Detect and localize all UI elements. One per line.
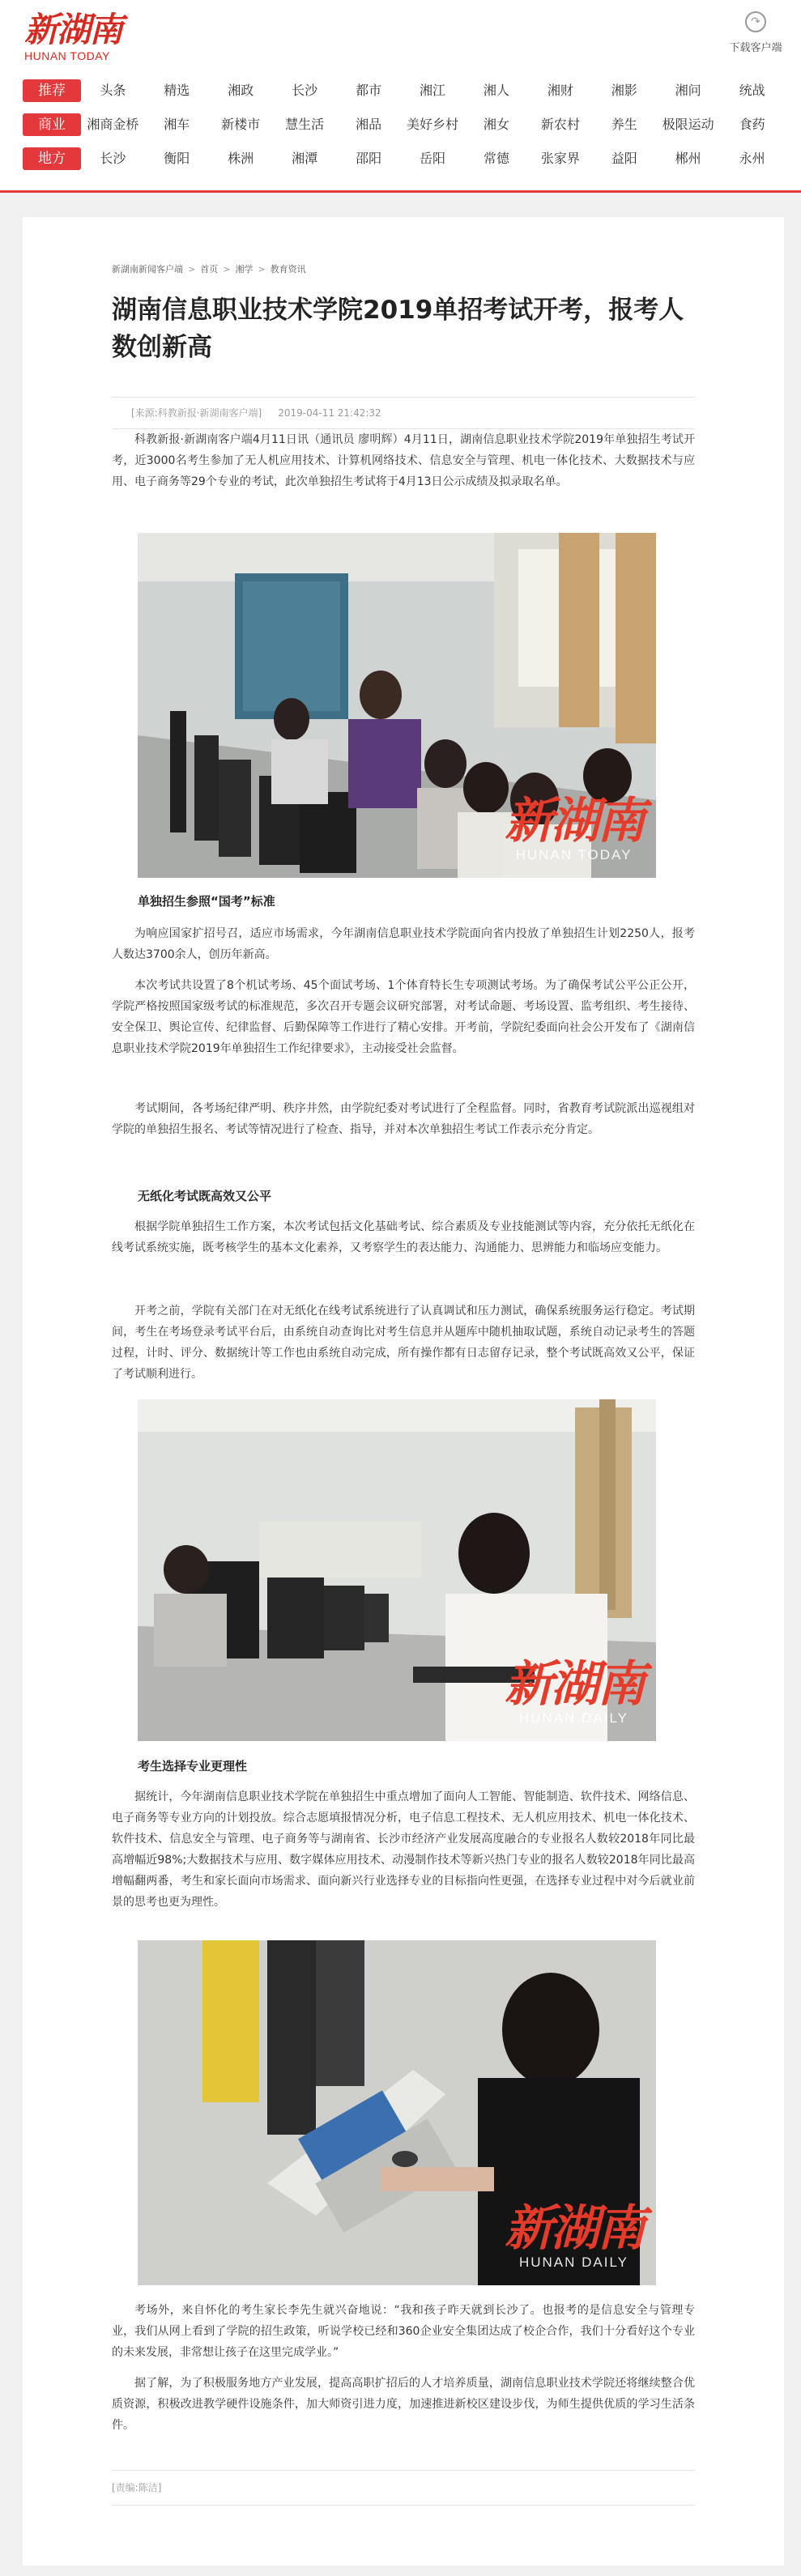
article-photo <box>138 1940 656 2285</box>
article-photo <box>138 533 656 878</box>
nav-item[interactable]: 湘政 <box>228 83 254 98</box>
nav-item[interactable]: 慧生活 <box>285 117 325 132</box>
article-time: 2019-04-11 21:42:32 <box>278 407 381 419</box>
nav-item[interactable]: 岳阳 <box>419 151 445 166</box>
article-subheading: 无纸化考试既高效又公平 <box>138 1189 272 1203</box>
article-source: [来源:科教新报·新湖南客户端] <box>131 407 262 419</box>
article-subheading: 单独招生参照“国考”标准 <box>138 894 275 909</box>
nav-row-recommend <box>23 78 784 104</box>
nav-item[interactable]: 湘江 <box>419 83 445 98</box>
nav-item[interactable]: 精选 <box>164 83 190 98</box>
nav-item[interactable]: 头条 <box>100 83 126 98</box>
article-subheading: 考生选择专业更理性 <box>138 1759 248 1773</box>
nav-item[interactable]: 新农村 <box>540 117 580 132</box>
watermark-text-cn: 新湖南 <box>505 793 643 849</box>
logo-text-en: HUNAN TODAY <box>24 49 110 62</box>
nav-item[interactable]: 湘女 <box>483 117 509 132</box>
nav-item[interactable]: 永州 <box>739 151 765 166</box>
article-paragraph: 据统计，今年湖南信息职业技术学院在单独招生中重点增加了面向人工智能、智能制造、软件技术、网络信息、电子商务等专业方向的计划投放。综合志愿填报情况分析，电子信息工程技术、无人机应用技术、机电一体化技术、软件技术、信息安全与管理、电子商务等与湖南省、长沙市经济产业发展高度融合的专业报名人数较2018年同比最高增幅近98%;大数据技术与应用、数字媒体应用技术、动漫制作技术等新兴热门专业的报名人数较2018年同比最高增幅翻两番，考生和家长面向市场需求、面向新兴行业选择专业的目标指向性更强，在选择专业过程中对今后就业前景的思考也更为理性。 <box>112 1790 695 1909</box>
article-paragraph: 考试期间，各考场纪律严明、秩序井然，由学院纪委对考试进行了全程监督。同时，省教育考试院派出巡视组对学院的单独招生报名、考试等情况进行了检查、指导，并对本次单独招生考试工作表示充分肯定。 <box>112 1102 695 1136</box>
article-photo <box>138 1399 656 1741</box>
article-paragraph: 本次考试共设置了8个机试考场、45个面试考场、1个体育特长生专项测试考场。为了确保考试公平公正公开，学院严格按照国家级考试的标准规范，多次召开专题会议研究部署，对考试命题、考场设置、监考组织、考生接待、安全保卫、舆论宣传、纪律监督、后勤保障等工作进行了精心安排。开考前，学院纪委面向社会公开发布了《湖南信息职业技术学院2019年单独招生工作纪律要求》，主动接受社会监督。 <box>112 979 695 1055</box>
nav-item[interactable]: 都市 <box>356 83 382 98</box>
photo-watermark <box>505 2200 643 2271</box>
watermark-text-cn: 新湖南 <box>505 1656 643 1713</box>
nav-item[interactable]: 益阳 <box>611 151 637 166</box>
nav-item[interactable]: 湘商金桥 <box>87 117 139 132</box>
download-label: 下载客户端 <box>729 42 782 54</box>
breadcrumb-link[interactable]: 教育资讯 <box>270 264 306 275</box>
article-paragraph: 科教新报·新湖南客户端4月11日讯（通讯员 廖明辉）4月11日，湖南信息职业技术学院2019年单独招生考试开考，近3000名考生参加了无人机应用技术、计算机网络技术、信息安全与管理、机电一体化技术、大数据技术与应用、电子商务等29个专业的考试，此次单独招生考试将于4月13日公示成绩及拟录取名单。 <box>112 433 695 488</box>
nav-tag-local[interactable]: 地方 <box>23 147 81 170</box>
nav-item[interactable]: 常德 <box>483 151 509 166</box>
breadcrumb-separator: > <box>188 264 196 275</box>
site-logo[interactable] <box>24 10 121 63</box>
article-paragraph: 据了解，为了积极服务地方产业发展，提高高职扩招后的人才培养质量，湖南信息职业技术学院还将继续整合优质资源，积极改进教学硬件设施条件，加大师资引进力度，加速推进新校区建设步伐，为师生提供优质的学习生活条件。 <box>112 2377 695 2432</box>
nav-item[interactable]: 湘品 <box>356 117 382 132</box>
nav-item[interactable]: 美好乡村 <box>406 117 458 132</box>
photo-watermark <box>505 795 643 863</box>
nav-row-local <box>23 146 784 172</box>
nav-item[interactable]: 新楼市 <box>221 117 261 132</box>
site-header <box>0 0 801 193</box>
article-paragraph: 考场外，来自怀化的考生家长李先生就兴奋地说：“我和孩子昨天就到长沙了。也报考的是信息安全与管理专业，我们从网上看到了学院的招生政策，听说学校已经和360企业安全集团达成了校企合作，我们十分看好这个专业的未来发展，非常想让孩子在这里完成学业。” <box>112 2304 695 2359</box>
nav-item[interactable]: 湘问 <box>675 83 701 98</box>
download-app-link[interactable] <box>723 11 788 54</box>
nav-item[interactable]: 湘财 <box>547 83 573 98</box>
watermark-text-cn: 新湖南 <box>505 2200 643 2257</box>
article-meta <box>112 397 695 429</box>
breadcrumb-separator: > <box>258 264 266 275</box>
logo-text-cn: 新湖南 <box>24 10 122 49</box>
article-editor: [责编:陈洁] <box>112 2470 695 2506</box>
breadcrumb-link[interactable]: 新湖南新闻客户端 <box>112 264 183 275</box>
nav-item[interactable]: 郴州 <box>675 151 701 166</box>
nav-item[interactable]: 湘人 <box>483 83 509 98</box>
nav-item[interactable]: 长沙 <box>100 151 126 166</box>
nav-item[interactable]: 湘车 <box>164 117 190 132</box>
article-container <box>23 217 784 2565</box>
watermark-text-en: HUNAN DAILY <box>518 2255 629 2270</box>
nav-item[interactable]: 邵阳 <box>356 151 382 166</box>
nav-item[interactable]: 张家界 <box>540 151 580 166</box>
nav-item[interactable]: 湘潭 <box>292 151 318 166</box>
article-paragraph: 为响应国家扩招号召，适应市场需求，今年湖南信息职业技术学院面向省内投放了单独招生计划2250人，报考人数达3700余人，创历年新高。 <box>112 927 695 961</box>
watermark-text-en: HUNAN TODAY <box>515 847 633 862</box>
breadcrumb-separator: > <box>223 264 231 275</box>
nav-item[interactable]: 衡阳 <box>164 151 190 166</box>
nav-item[interactable]: 养生 <box>611 117 637 132</box>
nav-item[interactable]: 极限运动 <box>662 117 714 132</box>
breadcrumb <box>112 262 306 275</box>
download-icon: ↷ <box>745 11 766 32</box>
nav-item[interactable]: 长沙 <box>292 83 318 98</box>
article-paragraph: 根据学院单独招生工作方案，本次考试包括文化基础考试、综合素质及专业技能测试等内容，充分依托无纸化在线考试系统实施，既考核学生的基本文化素养，又考察学生的表达能力、沟通能力、思辨能力和临场应变能力。 <box>112 1220 695 1254</box>
article-title: 湖南信息职业技术学院2019单招考试开考，报考人数创新高 <box>112 296 684 362</box>
nav-item[interactable]: 湘影 <box>611 83 637 98</box>
nav-item[interactable]: 食药 <box>739 117 765 132</box>
nav-item[interactable]: 株洲 <box>228 151 254 166</box>
nav-tag-recommend[interactable]: 推荐 <box>23 79 81 102</box>
nav-tag-business[interactable]: 商业 <box>23 113 81 136</box>
breadcrumb-link[interactable]: 湘学 <box>235 264 254 275</box>
breadcrumb-link[interactable]: 首页 <box>200 264 219 275</box>
nav-item[interactable]: 统战 <box>739 83 765 98</box>
photo-watermark <box>505 1658 643 1727</box>
nav-row-business <box>23 112 784 138</box>
article-paragraph: 开考之前，学院有关部门在对无纸化在线考试系统进行了认真调试和压力测试，确保系统服务运行稳定。考试期间，考生在考场登录考试平台后，由系统自动查询比对考生信息并从题库中随机抽取试题，系统自动记录考生的答题过程，计时、评分、数据统计等工作也由系统自动完成，所有操作都有日志留存记录，整个考试既高效又公平，保证了考试顺利进行。 <box>112 1305 695 1381</box>
watermark-text-en: HUNAN DAILY <box>518 1710 629 1726</box>
